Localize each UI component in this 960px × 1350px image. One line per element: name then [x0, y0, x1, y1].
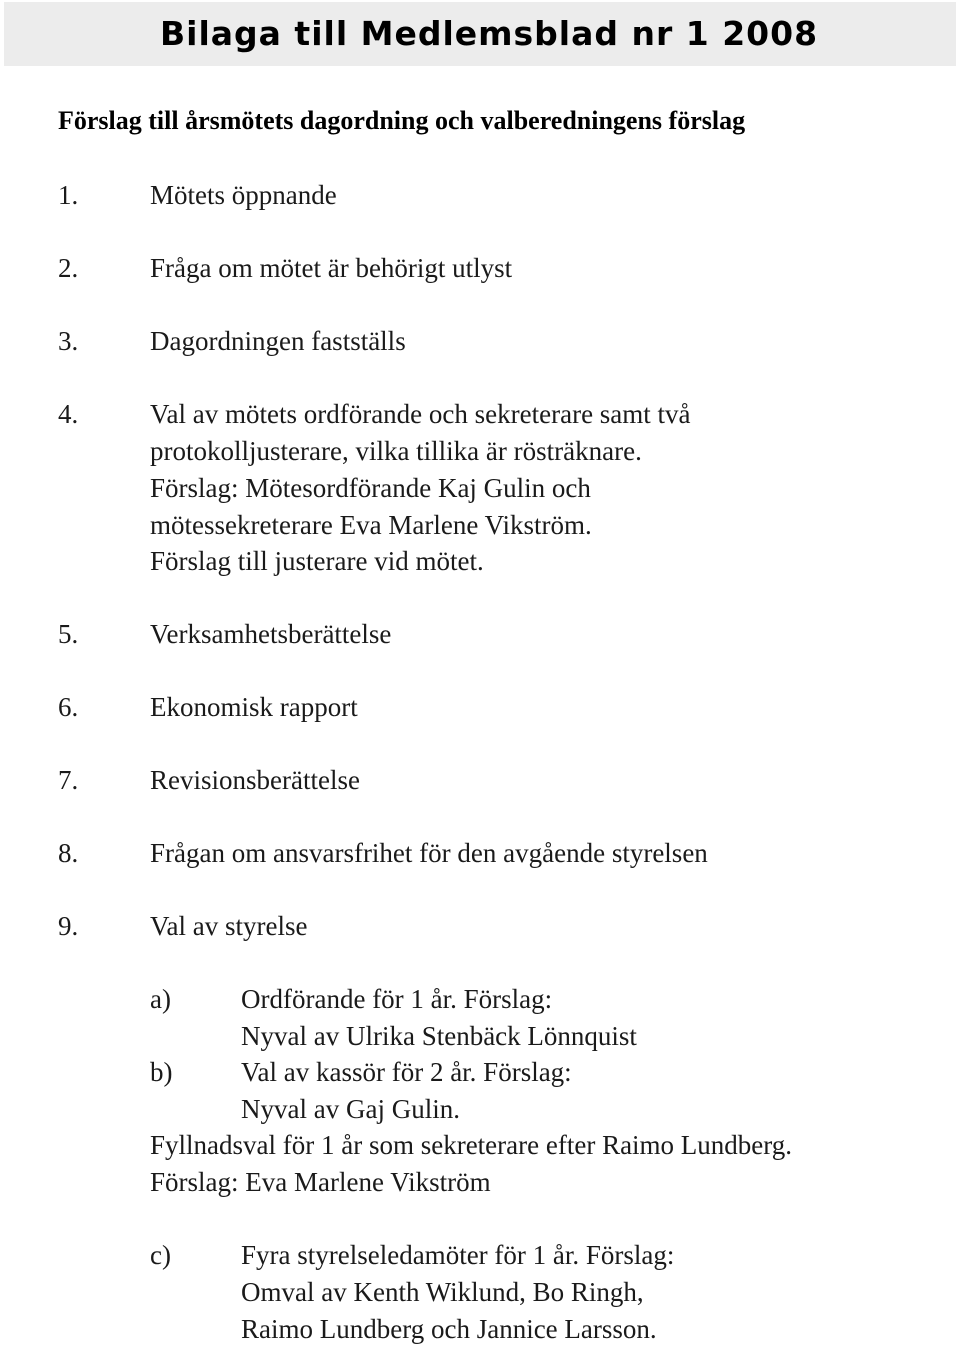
item-number: 2.: [58, 253, 79, 283]
item-number: 3.: [58, 326, 79, 356]
item-text: mötessekreterare Eva Marlene Vikström.: [150, 510, 592, 540]
sub-item-letter: c): [150, 1240, 171, 1270]
sub-item-text: Nyval av Ulrika Stenbäck Lönnquist: [241, 1021, 637, 1051]
header-banner: [4, 2, 956, 66]
sub-item-text: Raimo Lundberg och Jannice Larsson.: [241, 1314, 657, 1344]
sub-item-text: Val av kassör för 2 år. Förslag:: [241, 1057, 572, 1087]
item-number: 4.: [58, 399, 79, 429]
item-text: Ekonomisk rapport: [150, 692, 358, 722]
item-text: Mötets öppnande: [150, 180, 337, 210]
sub-item-text: Omval av Kenth Wiklund, Bo Ringh,: [241, 1277, 644, 1307]
item-text: Val av styrelse: [150, 911, 308, 941]
item-number: 1.: [58, 180, 79, 210]
sub-item-text: Nyval av Gaj Gulin.: [241, 1094, 460, 1124]
item-text: Frågan om ansvarsfrihet för den avgående styrelsen: [150, 838, 708, 868]
item-text: Verksamhetsberättelse: [150, 619, 392, 649]
item-text: Förslag till justerare vid mötet.: [150, 546, 484, 576]
item-text: Revisionsberättelse: [150, 765, 360, 795]
item-number: 7.: [58, 765, 79, 795]
item-number: 5.: [58, 619, 79, 649]
item-text: Fråga om mötet är behörigt utlyst: [150, 253, 513, 283]
item-text: Förslag: Mötesordförande Kaj Gulin och: [150, 473, 591, 503]
page-title: Bilaga till Medlemsblad nr 1 2008: [160, 14, 819, 53]
item-text: Val av mötets ordförande och sekreterare samt två: [150, 399, 691, 429]
fill-election-text: Förslag: Eva Marlene Vikström: [150, 1167, 491, 1197]
item-text: Dagordningen fastställs: [150, 326, 406, 356]
item-text: protokolljusterare, vilka tillika är rösträknare.: [150, 436, 642, 466]
sub-item-letter: a): [150, 984, 171, 1014]
sub-item-text: Ordförande för 1 år. Förslag:: [241, 984, 553, 1014]
document-heading: Förslag till årsmötets dagordning och valberedningens förslag: [58, 106, 746, 135]
sub-item-letter: b): [150, 1057, 173, 1087]
item-number: 8.: [58, 838, 79, 868]
item-number: 6.: [58, 692, 79, 722]
fill-election-text: Fyllnadsval för 1 år som sekreterare efter Raimo Lundberg.: [150, 1130, 793, 1160]
sub-item-text: Fyra styrelseledamöter för 1 år. Förslag:: [241, 1240, 675, 1270]
item-number: 9.: [58, 911, 79, 941]
